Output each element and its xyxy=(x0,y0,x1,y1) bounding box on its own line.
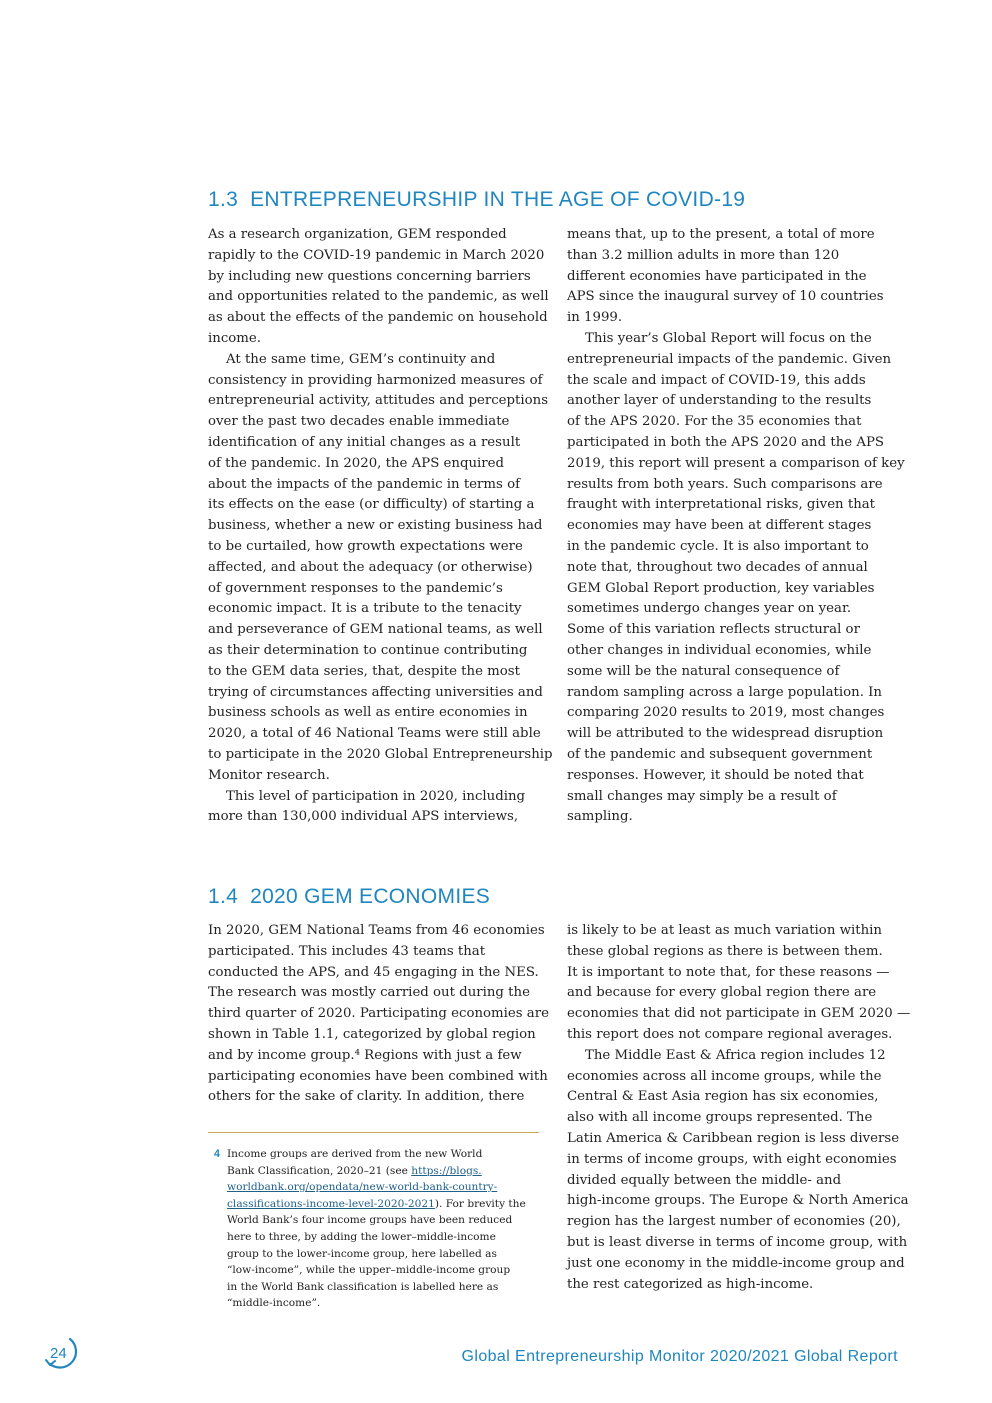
text-line: participated in both the APS 2020 and the APS xyxy=(567,434,885,450)
text-line: and opportunities related to the pandemic, as well xyxy=(208,289,549,305)
text-line: in the pandemic cycle. It is also important to xyxy=(567,538,869,554)
text-line: sometimes undergo changes year on year. xyxy=(567,601,852,617)
text-line: shown in Table 1.1, categorized by global region xyxy=(208,1026,536,1042)
text-line: economies across all income groups, while the xyxy=(567,1068,882,1084)
footnote-line xyxy=(214,1163,544,1180)
section-number: 1.4 xyxy=(208,885,239,908)
text-line: identification of any initial changes as a result xyxy=(208,434,521,450)
footnote-link[interactable]: worldbank.org/opendata/new-world-bank-country- xyxy=(227,1181,498,1194)
text-line: some will be the natural consequence of xyxy=(567,663,840,679)
footer-report-title: Global Entrepreneurship Monitor 2020/2021 Global Report xyxy=(461,1348,898,1365)
text-line: results from both years. Such comparisons are xyxy=(567,476,883,492)
text-line: just one economy in the middle-income group and xyxy=(567,1255,905,1271)
text-line: third quarter of 2020. Participating economies are xyxy=(208,1006,549,1022)
text-line: small changes may simply be a result of xyxy=(567,788,837,804)
footnote-link[interactable]: classifications-income-level-2020-2021 xyxy=(227,1197,435,1210)
section-1-4-right-column xyxy=(567,921,911,1295)
text-line: others for the sake of clarity. In addition, there xyxy=(208,1089,525,1105)
section-1-4-left-column xyxy=(208,921,549,1108)
text-line: Monitor research. xyxy=(208,767,330,783)
text-line: about the impacts of the pandemic in terms of xyxy=(208,476,520,492)
text-line: rapidly to the COVID-19 pandemic in March 2020 xyxy=(208,247,545,263)
footnote-line: in the World Bank classification is labelled here as xyxy=(227,1280,499,1293)
text-line: The Middle East & Africa region includes 12 xyxy=(585,1047,886,1063)
text-line: income. xyxy=(208,330,261,346)
text-line: to be curtailed, how growth expectations were xyxy=(208,538,523,554)
footnote-text: ). For brevity the xyxy=(434,1197,526,1210)
text-line: in 1999. xyxy=(567,310,623,326)
section-1-3-left-column xyxy=(208,225,553,828)
section-title-1-3 xyxy=(208,188,745,212)
page-number: 24 xyxy=(50,1345,67,1362)
text-line: of the pandemic. In 2020, the APS enquired xyxy=(208,455,505,471)
text-line: Central & East Asia region has six economies, xyxy=(567,1089,879,1105)
text-line: the rest categorized as high-income. xyxy=(567,1276,814,1292)
text-line: more than 130,000 individual APS interviews, xyxy=(208,809,519,825)
text-line: by including new questions concerning barriers xyxy=(208,268,531,284)
text-line: as about the effects of the pandemic on household xyxy=(208,310,548,326)
text-line: as their determination to continue contributing xyxy=(208,642,528,658)
footnote-link[interactable]: https://blogs. xyxy=(411,1164,482,1177)
footnote-divider xyxy=(208,1132,539,1133)
text-line: different economies have participated in the xyxy=(567,268,867,284)
text-line: 2019, this report will present a comparison of key xyxy=(567,455,905,471)
text-line: and perseverance of GEM national teams, as well xyxy=(208,622,543,638)
text-line: As a research organization, GEM responded xyxy=(208,227,507,242)
text-line: sampling. xyxy=(567,809,633,825)
text-line: At the same time, GEM’s continuity and xyxy=(226,351,496,367)
footnote-line: Income groups are derived from the new World xyxy=(227,1148,483,1160)
text-line: consistency in providing harmonized measures of xyxy=(208,372,543,388)
text-line: also with all income groups represented. The xyxy=(567,1110,873,1126)
footnote-line: here to three, by adding the lower–middle-income xyxy=(227,1230,496,1243)
text-line: to participate in the 2020 Global Entrepreneurship xyxy=(208,746,553,762)
text-line: in terms of income groups, with eight economies xyxy=(567,1151,897,1167)
text-line: to the GEM data series, that, despite the most xyxy=(208,663,520,679)
section-heading: ENTREPRENEURSHIP IN THE AGE OF COVID-19 xyxy=(250,188,746,211)
text-line: its effects on the ease (or difficulty) of starting a xyxy=(208,497,535,513)
footnote-line xyxy=(214,1196,544,1213)
text-line: participating economies have been combined with xyxy=(208,1068,548,1084)
footnote-line: World Bank’s four income groups have been reduced xyxy=(227,1214,513,1227)
text-line: 2020, a total of 46 National Teams were still able xyxy=(208,726,541,742)
text-line: the scale and impact of COVID-19, this adds xyxy=(567,372,866,388)
section-title-1-4 xyxy=(208,885,490,909)
footnote-line: “low-income”, while the upper–middle-income group xyxy=(227,1264,511,1277)
text-line: This year’s Global Report will focus on the xyxy=(585,330,872,346)
text-line: entrepreneurial impacts of the pandemic. Given xyxy=(567,351,892,367)
text-line: over the past two decades enable immediate xyxy=(208,414,510,430)
text-line: means that, up to the present, a total of more xyxy=(567,227,875,242)
text-line: and because for every global region there are xyxy=(567,985,877,1001)
section-number: 1.3 xyxy=(208,188,239,211)
footnote-text: Bank Classification, 2020–21 (see xyxy=(227,1164,412,1177)
footnote xyxy=(214,1146,544,1312)
text-line: conducted the APS, and 45 engaging in the NES. xyxy=(208,964,539,980)
footnote-number: 4 xyxy=(214,1148,220,1160)
text-line: another layer of understanding to the results xyxy=(567,393,872,409)
text-line: GEM Global Report production, key variables xyxy=(567,580,875,596)
text-line: note that, throughout two decades of annual xyxy=(567,559,868,575)
text-line: It is important to note that, for these reasons — xyxy=(567,964,890,980)
text-line: divided equally between the middle- and xyxy=(567,1172,842,1188)
text-line: of government responses to the pandemic’s xyxy=(208,580,503,596)
footnote-line xyxy=(214,1179,544,1196)
text-line: business, whether a new or existing business had xyxy=(208,518,543,534)
footnote-line: group to the lower-income group, here labelled as xyxy=(227,1247,497,1260)
text-line: economies that did not participate in GEM 2020 — xyxy=(567,1006,911,1022)
text-line: This level of participation in 2020, including xyxy=(226,788,526,804)
text-line: but is least diverse in terms of income group, with xyxy=(567,1234,908,1250)
text-line: high-income groups. The Europe & North America xyxy=(567,1193,909,1209)
text-line: fraught with interpretational risks, given that xyxy=(567,497,876,513)
text-line: and by income group.⁴ Regions with just a few xyxy=(208,1047,522,1063)
text-line: random sampling across a large population. In xyxy=(567,684,882,700)
text-line: responses. However, it should be noted that xyxy=(567,767,864,783)
section-1-3-right-column xyxy=(567,225,905,828)
text-line: this report does not compare regional averages. xyxy=(567,1026,893,1042)
text-line: Some of this variation reflects structural or xyxy=(567,622,860,638)
text-line: is likely to be at least as much variation within xyxy=(567,923,882,938)
text-line: of the pandemic and subsequent government xyxy=(567,746,873,762)
text-line: than 3.2 million adults in more than 120 xyxy=(567,247,840,263)
text-line: of the APS 2020. For the 35 economies that xyxy=(567,414,862,430)
text-line: participated. This includes 43 teams that xyxy=(208,943,486,959)
text-line: In 2020, GEM National Teams from 46 economies xyxy=(208,923,545,938)
text-line: affected, and about the adequacy (or otherwise) xyxy=(208,559,533,575)
text-line: other changes in individual economies, while xyxy=(567,642,872,658)
footnote-line: “middle-income”. xyxy=(227,1297,321,1310)
text-line: these global regions as there is between them. xyxy=(567,943,883,959)
text-line: trying of circumstances affecting universities and xyxy=(208,684,543,700)
section-heading: 2020 GEM ECONOMIES xyxy=(250,885,491,908)
text-line: economic impact. It is a tribute to the tenacity xyxy=(208,601,522,617)
text-line: APS since the inaugural survey of 10 countries xyxy=(567,289,884,305)
text-line: will be attributed to the widespread disruption xyxy=(567,726,884,742)
text-line: Latin America & Caribbean region is less diverse xyxy=(567,1130,900,1146)
text-line: entrepreneurial activity, attitudes and perceptions xyxy=(208,393,549,409)
text-line: business schools as well as entire economies in xyxy=(208,705,528,721)
text-line: economies may have been at different stages xyxy=(567,518,872,534)
text-line: comparing 2020 results to 2019, most changes xyxy=(567,705,885,721)
text-line: region has the largest number of economies (20), xyxy=(567,1214,901,1230)
page-number-badge xyxy=(44,1334,86,1376)
text-line: The research was mostly carried out during the xyxy=(208,985,530,1001)
